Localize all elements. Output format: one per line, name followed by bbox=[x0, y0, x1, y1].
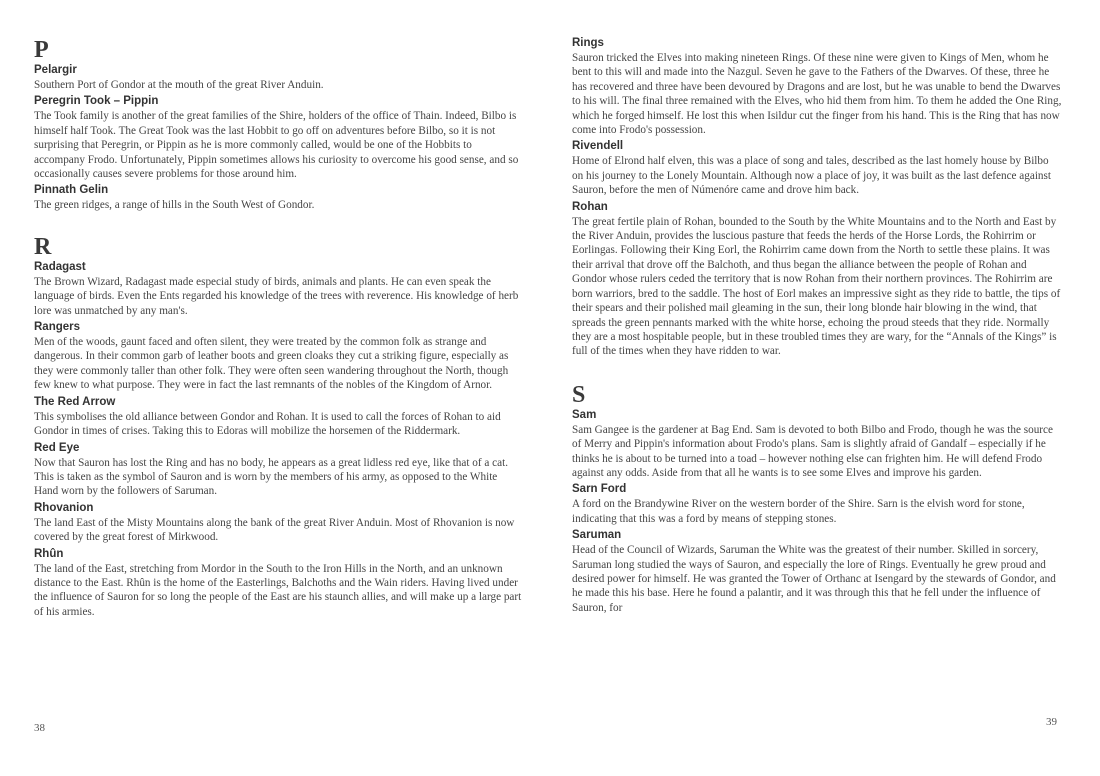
entry-term: Rhovanion bbox=[34, 501, 94, 514]
section-letter-p: P bbox=[34, 37, 49, 63]
section-r bbox=[34, 235, 524, 619]
glossary-entry-peregrin-took bbox=[34, 94, 524, 181]
entry-description: The Brown Wizard, Radagast made especial study of birds, animals and plants. He can even speak the language of birds. Even the Ents regarded his knowledge of the trees with reverence. His knowledge of herb lore was unmatched by any man's. bbox=[34, 275, 519, 317]
entry-term: Rivendell bbox=[572, 140, 624, 153]
glossary-entry-rhovanion bbox=[34, 501, 524, 545]
glossary-entry-rhun bbox=[34, 547, 524, 620]
glossary-entry-pinnath-gelin bbox=[34, 183, 524, 212]
glossary-entry-rings bbox=[572, 36, 1062, 137]
right-page bbox=[572, 36, 1062, 617]
section-r-continued bbox=[572, 36, 1062, 359]
entry-term: Pelargir bbox=[34, 64, 77, 76]
entry-term: Rohan bbox=[572, 200, 608, 213]
glossary-entry-pelargir bbox=[34, 63, 524, 92]
glossary-entry-radagast bbox=[34, 260, 524, 318]
glossary-entry-sarn-ford bbox=[572, 482, 1062, 526]
glossary-entry-red-arrow bbox=[34, 395, 524, 439]
glossary-entry-red-eye bbox=[34, 441, 524, 499]
entry-term: Saruman bbox=[572, 529, 622, 542]
page-number-right: 39 bbox=[1046, 716, 1057, 728]
entry-description: Home of Elrond half elven, this was a place of song and tales, described as the last homely house by Bilbo on his journey to the Lonely Mountain. Although now a place of joy, it was built as the last defence against Sauron, before the men of Númenóre came and drove him back. bbox=[572, 155, 1051, 197]
left-page bbox=[34, 38, 524, 621]
entry-description: The land East of the Misty Mountains along the bank of the great River Anduin. Most of Rhovanion is now covered by the great forest of Mirkwood. bbox=[34, 516, 515, 544]
entry-term: Rings bbox=[572, 37, 604, 49]
entry-term: Radagast bbox=[34, 260, 86, 273]
section-p bbox=[34, 38, 524, 213]
entry-term: Pinnath Gelin bbox=[34, 184, 109, 197]
entry-description: The Took family is another of the great families of the Shire, holders of the office of Thain. Indeed, Bilbo is himself half Took. The Great Took was the last Hobbit to go off on adventures before Bilbo, so it is not surprising that Peregrin, or Pippin as he is more commonly called, would be one of the Hobbits to accompany Frodo. Unfortunately, Pippin sometimes allows his curiosity to overcome his good sense, and so occasionally causes severe problems for those around him. bbox=[34, 110, 519, 181]
entry-description: This symbolises the old alliance between Gondor and Rohan. It is used to call the forces of Rohan to aid Gondor in times of crises. Taking this to Edoras will mobilize the horsemen of the Riddermark. bbox=[34, 410, 501, 438]
glossary-entry-rivendell bbox=[572, 139, 1062, 197]
entry-term: The Red Arrow bbox=[34, 395, 116, 408]
glossary-entry-rangers bbox=[34, 320, 524, 393]
entry-term: Rangers bbox=[34, 321, 81, 334]
section-letter-r: R bbox=[34, 233, 52, 260]
page-number-left: 38 bbox=[34, 722, 45, 734]
entry-term: Peregrin Took – Pippin bbox=[34, 95, 159, 108]
entry-description: Southern Port of Gondor at the mouth of the great River Anduin. bbox=[34, 79, 324, 91]
entry-description: Men of the woods, gaunt faced and often silent, they were treated by the common folk as strange and dangerous. In their common garb of leather boots and green cloaks they cut a striking figure, especially as they were commonly taller than other folk. They were often seen wandering throughout the North, though few knew to what purpose. They were in fact the last remnants of the nobles of the Kingdom of Arnor. bbox=[34, 336, 509, 392]
entry-term: Red Eye bbox=[34, 441, 80, 454]
entry-description: Sauron tricked the Elves into making nineteen Rings. Of these nine were given to Kings of Men, whom he bent to this will and made into the Nazgul. Seven he gave to the Fathers of the Dwarves. Of these, three he has recovered and three have been devoured by Dragons and are lost, but he was unable to bend the Dwarves to his will. The final three remained with the Elves, who hid them from him. To them he added the One Ring, which he forged himself. He lost this when Isildur cut the finger from his hand. This is the Ring that has now come into Frodo's possession. bbox=[572, 52, 1062, 137]
glossary-entry-rohan bbox=[572, 200, 1062, 359]
glossary-entry-sam bbox=[572, 408, 1062, 481]
entry-description: The green ridges, a range of hills in the South West of Gondor. bbox=[34, 199, 315, 212]
entry-term: Sam bbox=[572, 408, 597, 421]
entry-term: Sarn Ford bbox=[572, 483, 627, 496]
entry-description: The land of the East, stretching from Mordor in the South to the Iron Hills in the North, and an unknown distance to the East. Rhûn is the home of the Easterlings, Balchoths and the Wain riders. Having lived under the influence of Sauron for so long the people of the East are his staunch allies, and will make up a large part of his armies. bbox=[34, 562, 522, 618]
entry-description: Sam Gangee is the gardener at Bag End. Sam is devoted to both Bilbo and Frodo, though he was the source of Merry and Pippin's information about Frodo's plans. Sam is slightly afraid of Gandalf – especially if he thinks he is about to be turned into a toad – however nothing else can frighten him. He will defend Frodo against any odds. Aside from that all he wants is to see some Elves and improve his garden. bbox=[572, 423, 1053, 479]
entry-description: The great fertile plain of Rohan, bounded to the South by the White Mountains and to the North and East by the River Anduin, provides the luscious pasture that feeds the herds of the Horse Lords, the Rohirrim or Eorlingas. Following their King Eorl, the Rohirrim came down from the North to settle these plains. It was their arrival that drove off the Balchoth, and thus began the alliance between the people of Rohan and Gondor whose rulers ceded the territory that is now Rohan from their northern provinces. The Rohirrim are born warriors, bred to the saddle. The host of Eorl makes an impressive sight as they ride to battle, the tips of their spears and their polished mail gleaming in the sun, their long blonde hair blowing in the wind, that spreads the green pennants marked with the white horse, echoing the proud steeds that they ride. Normally they are a most hospitable people, but in these troubled times they are wary, for the “Annals of the Kings” is full of the times when they have ridden to war. bbox=[572, 215, 1061, 358]
section-letter-s: S bbox=[572, 381, 586, 408]
glossary-entry-saruman bbox=[572, 528, 1062, 615]
entry-term: Rhûn bbox=[34, 547, 64, 560]
entry-description: A ford on the Brandywine River on the western border of the Shire. Sarn is the elvish word for stone, indicating that this was a ford by means of stepping stones. bbox=[572, 498, 1025, 525]
entry-description: Now that Sauron has lost the Ring and has no body, he appears as a great lidless red eye, like that of a cat. This is taken as the symbol of Sauron and is worn by the members of his army, as opposed to the White Hand worn by the followers of Saruman. bbox=[34, 456, 508, 498]
section-s bbox=[572, 383, 1062, 615]
entry-description: Head of the Council of Wizards, Saruman the White was the greatest of their number. Skilled in sorcery, Saruman long studied the ways of Sauron, and especially the lore of Rings. Eventually he grew proud and desired power for himself. He was granted the Tower of Orthanc at Isengard by the stewards of Gondor, and he made this his base. Here he found a palantir, and it was through this that he fell under the influence of Sauron, for bbox=[572, 544, 1056, 614]
